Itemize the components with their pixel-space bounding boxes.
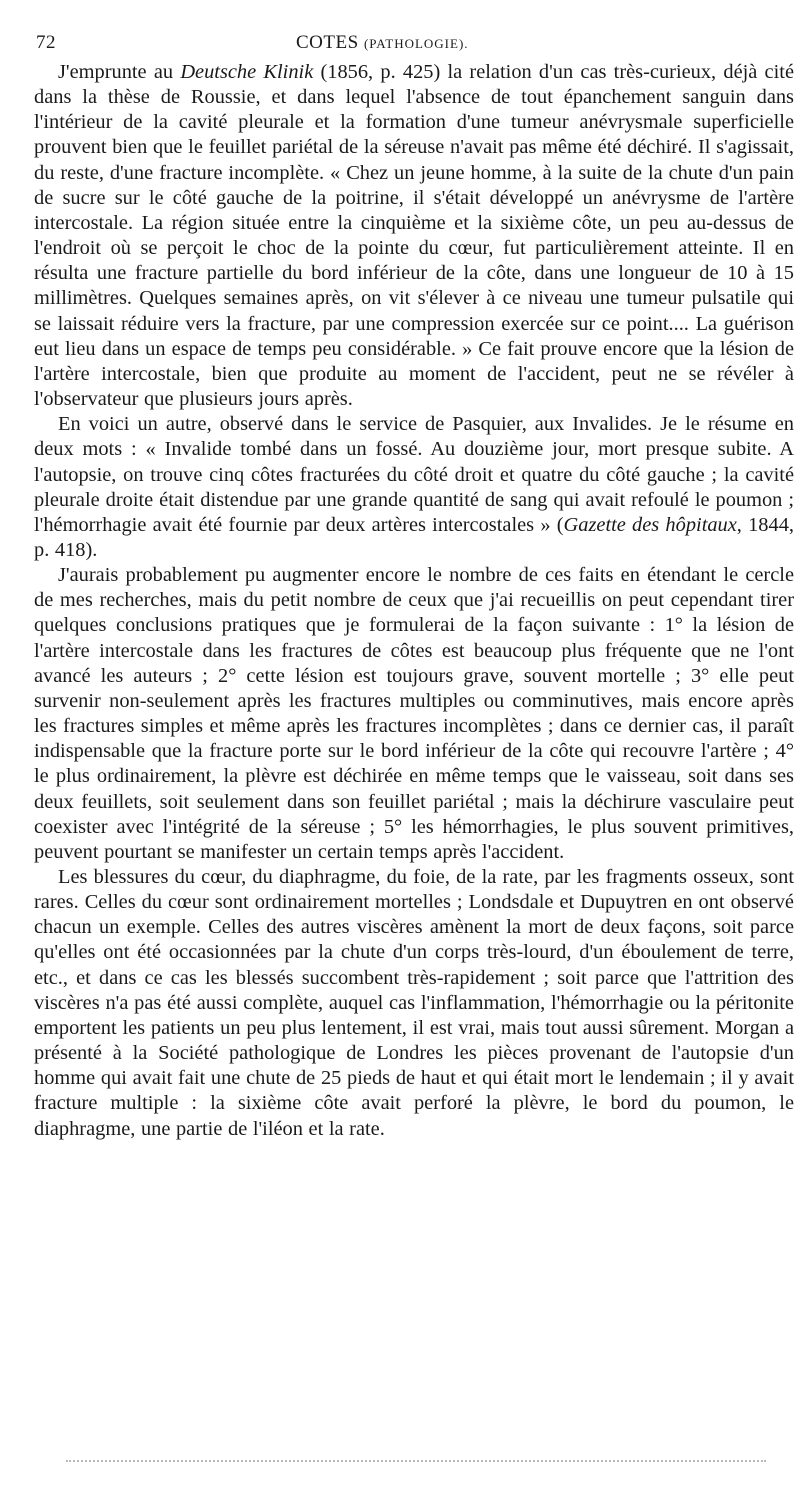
paragraph-organ-injuries: Les blessures du cœur, du diaphragme, du foie, de la rate, par les fragments osseux, sont rares. Celles du cœur sont ordinairement mortelles ; Londsdale et Dupuytren en ont observé chacun un exemple. Celles des autres viscères amènent la mort de deux façons, soit parce qu'elles ont été occasionnées par la chute d'un corps très-lourd, d'un éboulement de terre, etc., et dans ce cas les blessés succombent très-rapidement ; soit parce que l'attrition des viscères n'a pas été aussi complète, auquel cas l'inflammation, l'hémorrhagie ou la péritonite emportent les patients un peu plus lentement, il est vrai, mais tout aussi sûrement. Morgan a présenté à la Société pathologique de Londres les pièces provenant de l'autopsie d'un homme qui avait fait une chute de 25 pieds de haut et qui était mort le lendemain ; il y avait fracture multiple : la sixième côte avait perforé la plèvre, le bord du poumon, le diaphragme, une partie de l'iléon et la rate. [34,866,794,1140]
paragraph-conclusions: J'aurais probablement pu augmenter encore le nombre de ces faits en étendant le cercle de mes recherches, mais du petit nombre de ceux que j'ai recueillis on peut cependant tirer quelques conclusions pratiques que je formulerai de la façon suivante : 1° la lésion de l'artère intercostale dans les fractures de côtes est beaucoup plus fréquente que ne l'ont avancé les auteurs ; 2° cette lésion est toujours grave, souvent mortelle ; 3° elle peut survenir non-seulement après les fractures multiples ou comminutives, mais encore après les fractures simples et même après les fractures incomplètes ; dans ce dernier cas, il paraît indispensable que la fracture porte sur le bord inférieur de la côte qui recouvre l'artère ; 4° le plus ordinairement, la plèvre est déchirée en même temps que le vaisseau, soit dans ses deux feuillets, soit seulement dans son feuillet pariétal ; mais la déchirure vasculaire peut coexister avec l'intégrité de la séreuse ; 5° les hémorrhagies, le plus souvent primitives, peuvent pourtant se manifester un certain temps après l'accident. [34,564,794,863]
paragraph-text: J'emprunte au [58,61,181,83]
citation-title: Deutsche Klinik [180,61,314,83]
citation-title: Gazette des hôpitaux [563,513,737,536]
page-header [34,26,794,60]
page-number: 72 [36,32,56,53]
paragraph-deutsche-klinik-case [34,60,794,412]
book-page [34,26,794,1142]
running-head-subtitle: (PATHOLOGIE). [363,36,469,51]
running-head-title: COTES [296,32,359,53]
paragraph-invalides-case [34,412,794,563]
paragraph-text: En voici un autre, observé dans le service de Pasquier, aux Invalides. Je le résume en deux mots : « Invalide tombé dans un fossé. Au douzième jour, mort presque subite. A l'autopsie, on trouve cinq côtes fracturées du côté droit et quatre du côté gauche ; la cavité pleurale droite était distendue par une grande quantité de sang qui avait refoulé le poumon ; l'hémorrhagie avait été fournie par deux artères intercostales » ( [34,413,794,536]
body-text [34,60,794,1142]
paragraph-text: , 1844, p. 418). [34,513,794,561]
running-head [296,32,469,54]
footer-rule [66,1460,766,1462]
paragraph-text: (1856, p. 425) la relation d'un cas très-curieux, déjà cité dans la thèse de Roussie, et dans lequel l'absence de tout épanchement sanguin dans l'intérieur de la cavité pleurale et la formation d'une tumeur anévrysmale superficielle prouvent bien que le feuillet pariétal de la séreuse n'avait pas même été déchiré. Il s'agissait, du reste, d'une fracture incomplète. « Chez un jeune homme, à la suite de la chute d'un pain de sucre sur le côté gauche de la poitrine, il s'était développé un anévrysme de l'artère intercostale. La région située entre la cinquième et la sixième côte, un peu au-dessus de l'endroit où se perçoit le choc de la pointe du cœur, fut particulièrement atteinte. Il en résulta une fracture partielle du bord inférieur de la côte, dans une longueur de 10 à 15 millimètres. Quelques semaines après, on vit s'élever à ce niveau une tumeur pulsatile qui se laissait réduire vers la fracture, par une compression exercée sur ce point.... La guérison eut lieu dans un espace de temps peu considérable. » Ce fait prouve encore que la lésion de l'artère intercostale, bien que produite au moment de l'accident, peut ne se révéler à l'observateur que plusieurs jours après. [34,61,794,411]
